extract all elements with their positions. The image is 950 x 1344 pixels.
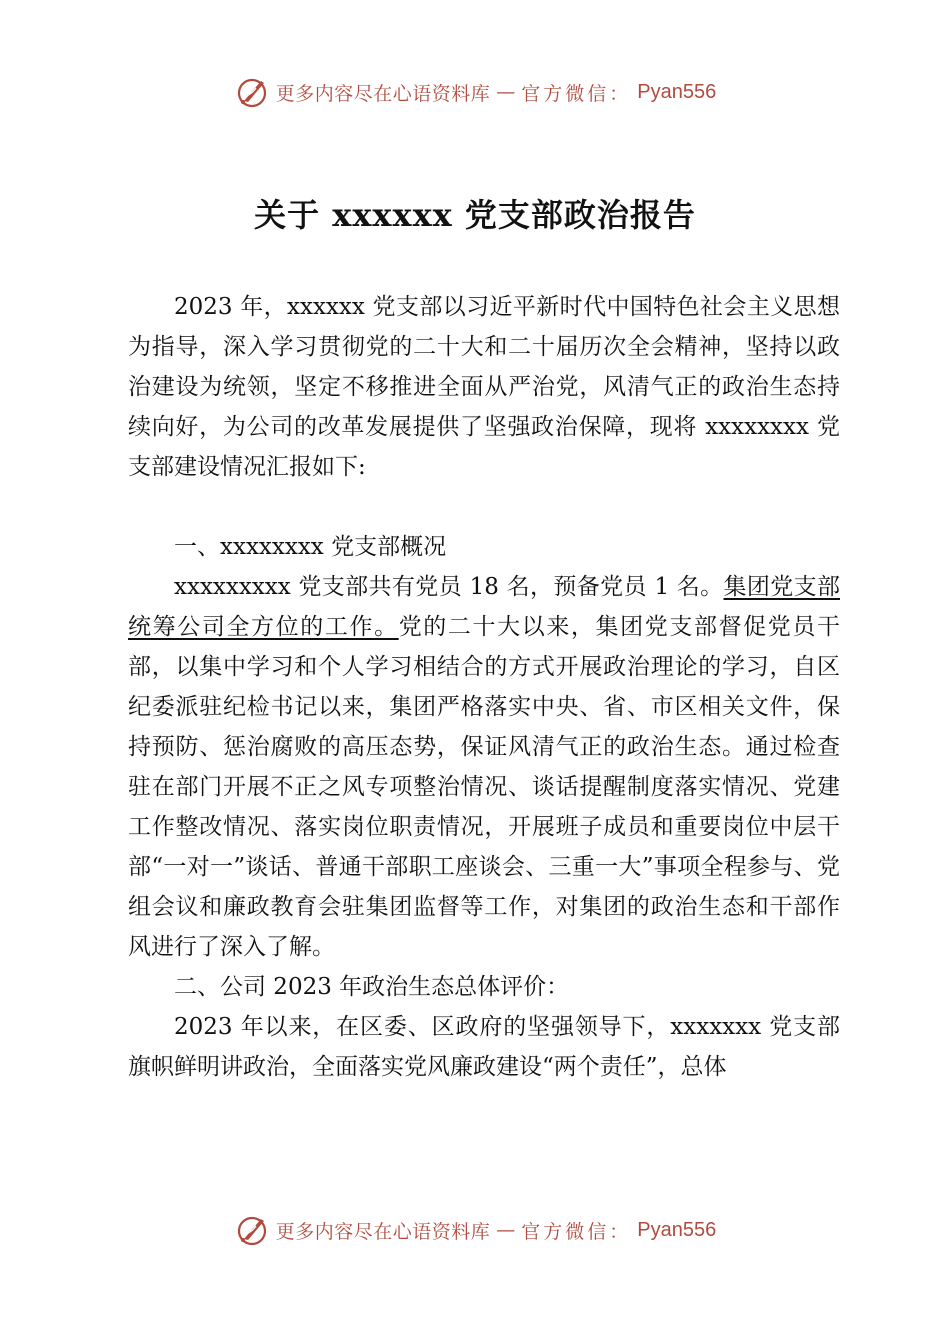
watermark-contact-label: 官方微信： — [521, 1220, 632, 1243]
document-title: 关于 xxxxxx 党支部政治报告 — [254, 196, 696, 234]
section-1-rest: 党的二十大以来，集团党支部督促党员干部，以集中学习和个人学习相结合的方式开展政治理论的学习，自区纪委派驻纪检书记以来，集团严格落实中央、省、市区相关文件，保持预防、惩治腐败的高压态势，保证风清气正的政治生态。通过检查驻在部门开展不正之风专项整治情况、谈话提醒制度落实情况、党建工作整改情况、落实岗位职责情况，开展班子成员和重要岗位中层干部“一对一”谈话、普通干部职工座谈会、三重一大”事项全程参与、党组会议和廉政教育会驻集团监督等工作，对集团的政治生态和干部作风进行了深入了解。 — [128, 614, 841, 960]
header-watermark — [0, 72, 950, 112]
section-1-paragraph — [128, 567, 840, 967]
watermark-contact-id: Pyan556 — [637, 1218, 717, 1241]
watermark-text: 更多内容尽在心语资料库 — [275, 82, 491, 105]
watermark-text: 更多内容尽在心语资料库 — [275, 1220, 491, 1243]
quill-circle-icon — [234, 74, 270, 110]
footer-watermark — [0, 1210, 950, 1250]
section-2-heading: 二、公司 2023 年政治生态总体评价： — [174, 974, 570, 1000]
section-2-paragraph: 2023 年以来，在区委、区政府的坚强领导下，xxxxxxx 党支部旗帜鲜明讲政治，全面落实党风廉政建设“两个责任”，总体 — [128, 1014, 840, 1080]
watermark-contact-id: Pyan556 — [637, 80, 717, 103]
watermark-dash: — — [496, 81, 516, 103]
watermark-dash: — — [496, 1219, 516, 1241]
section-1-lead: xxxxxxxxx 党支部共有党员 18 名，预备党员 1 名。 — [174, 574, 724, 600]
section-1-underlined: 集团党支部统筹公司全方位的工作。 — [128, 574, 840, 640]
section-1-heading: 一、xxxxxxxx 党支部概况 — [174, 534, 447, 560]
watermark-contact-label: 官方微信： — [521, 82, 632, 105]
document-body — [128, 287, 840, 1087]
intro-paragraph: 2023 年，xxxxxx 党支部以习近平新时代中国特色社会主义思想为指导，深入学习贯彻党的二十大和二十届历次全会精神，坚持以政治建设为统领，坚定不移推进全面从严治党，风清气正的政治生态持续向好，为公司的改革发展提供了坚强政治保障，现将 xxxxxxxx 党支部建设情况汇报如下: — [128, 294, 840, 480]
paragraph-gap — [128, 487, 840, 527]
quill-circle-icon — [234, 1212, 270, 1248]
